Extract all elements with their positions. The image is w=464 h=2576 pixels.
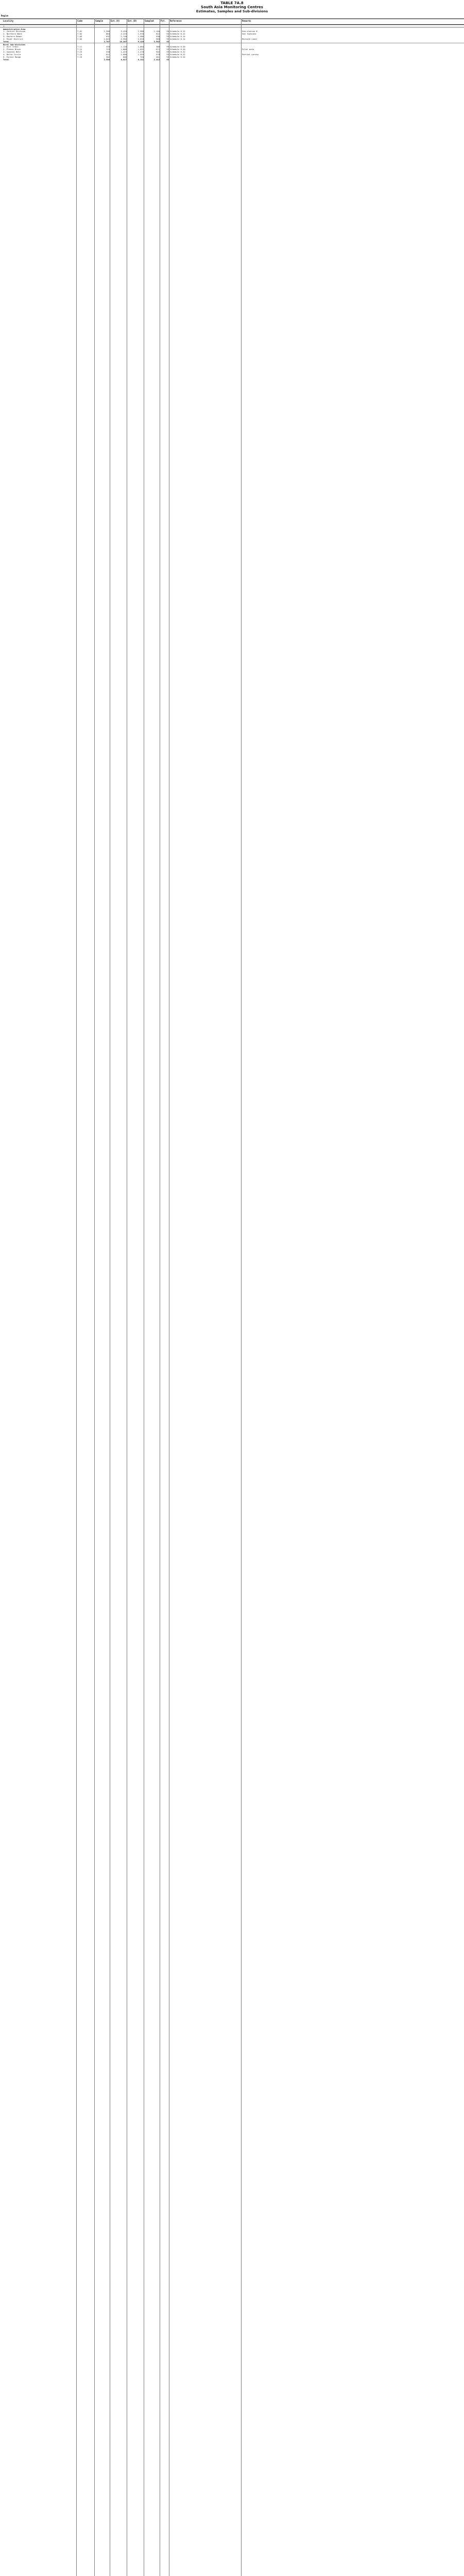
column-divider — [94, 19, 95, 2576]
table-cell: 93 — [166, 40, 169, 43]
table-cell: 3,410 — [121, 30, 127, 32]
table-cell: 806 — [123, 56, 127, 58]
table-cell: 7-12 — [77, 48, 82, 50]
table-cell: 1,970 — [138, 32, 144, 35]
table-cell: 1,692 — [138, 48, 144, 50]
table-cell: 6,141 — [138, 58, 144, 61]
table-cell: 960 — [156, 38, 160, 40]
table-cell: 92 — [166, 38, 169, 40]
table-cell: 590 — [156, 35, 160, 38]
table-cell: 1,004 — [138, 45, 144, 48]
table-cell: 884 — [106, 32, 110, 35]
column-header: Est.(B) — [128, 20, 137, 22]
table-cell: 611 — [106, 53, 110, 56]
table-cell: 502 — [156, 50, 160, 53]
table-cell: 7-03 — [77, 35, 82, 38]
table-cell — [242, 58, 461, 61]
table-cell: 1,270 — [138, 50, 144, 53]
table-cell: 2. Northern Ward — [3, 32, 22, 35]
corner-label: Region — [1, 14, 9, 17]
table-cell: 1,740 — [121, 35, 127, 38]
table-cell: 812 — [156, 32, 160, 35]
table-cell: 5. Forest Range — [3, 56, 21, 58]
table-cell: 7-13 — [77, 50, 82, 53]
column-header: Code — [77, 20, 83, 22]
table-cell: 538 — [106, 50, 110, 53]
table-cell: Partial survey — [242, 53, 259, 56]
table-cell: Sub-station B — [242, 30, 257, 32]
table-cell: 2,980 — [138, 30, 144, 32]
column-header: Locality — [3, 20, 14, 22]
table-cell: Rural Sub-divisions — [3, 43, 26, 46]
table-body — [0, 25, 464, 2576]
table-cell: 1 — [3, 25, 5, 27]
table-cell: 2,610 — [138, 38, 144, 40]
table-cell: 1,140 — [153, 30, 160, 32]
table-cell: Schedule 6.14 — [170, 35, 185, 38]
table-cell: 570 — [156, 53, 160, 56]
table-cell: Schedule 6.20 — [170, 48, 185, 50]
column-header: Reference — [170, 20, 182, 22]
table-cell: 92 — [166, 32, 169, 35]
table-cell: 93 — [166, 56, 169, 58]
table-cell: 93 — [166, 50, 169, 53]
table-cell: 1,120 — [121, 45, 127, 48]
column-header: Sample — [95, 20, 104, 22]
table-cell: 2,412 — [153, 58, 160, 61]
column-header: Remarks — [242, 20, 251, 22]
table-cell: 1,880 — [121, 48, 127, 50]
table-cell: 1,206 — [104, 30, 110, 32]
table-cell: Schedule 6.22 — [170, 53, 185, 56]
table-cell: 3. Eastern Reach — [3, 35, 22, 38]
table-cell: 7-01 — [77, 30, 82, 32]
column-header: Pct. — [161, 20, 166, 22]
table-cell: 671 — [156, 48, 160, 50]
table-cell: 7-14 — [77, 53, 82, 56]
table-cell: 93 — [166, 53, 169, 56]
table-cell — [170, 58, 241, 61]
table-cell: 94 — [166, 30, 169, 32]
table-cell: 2. Plains Block — [3, 48, 21, 50]
table-cell: 2,586 — [104, 58, 110, 61]
column-divider — [76, 19, 77, 2576]
table-cell: 1,566 — [138, 35, 144, 38]
table-cell: 6,827 — [121, 58, 127, 61]
table-cell: 7-02 — [77, 32, 82, 35]
table-cell: 95 — [166, 45, 169, 48]
table-cell: 1. Hill Tract — [3, 45, 19, 48]
table-cell: 1,045 — [104, 38, 110, 40]
table-cell: Schedule 6.12 — [170, 30, 185, 32]
table-cell: 632 — [106, 35, 110, 38]
table-cell: 7-11 — [77, 45, 82, 48]
table-cell: 3,502 — [153, 40, 160, 43]
table-cell: Schedule 6.24 — [170, 56, 185, 58]
document-caption: Estimates, Samples and Sub-divisions — [196, 9, 268, 13]
total-row — [0, 58, 464, 61]
table-cell: 1,415 — [121, 50, 127, 53]
table-cell: Schedule 6.12 — [170, 32, 185, 35]
table-cell: Pilot area — [242, 48, 254, 50]
table-cell: 725 — [106, 48, 110, 50]
table-cell: Revised count — [242, 38, 257, 40]
table-cell: 93 — [166, 58, 169, 61]
table-cell: 410 — [106, 45, 110, 48]
table-cell: 4. Delta Circle — [3, 53, 21, 56]
table-cell: 302 — [106, 56, 110, 58]
table-cell: 3,767 — [104, 40, 110, 43]
table-cell: Total — [3, 40, 9, 43]
table-cell: 388 — [156, 45, 160, 48]
table-cell: Total — [3, 58, 9, 61]
table-cell: Administrative Area — [3, 28, 26, 30]
document-title: TABLE 7A.8 — [220, 1, 244, 5]
table-cell: 9,126 — [138, 40, 144, 43]
table-cell: 7-04 — [77, 38, 82, 40]
column-header: Est.(A) — [111, 20, 120, 22]
table-cell: 720 — [140, 56, 144, 58]
table-cell: See footnote — [242, 32, 256, 35]
table-cell: 3. Coastal Belt — [3, 50, 21, 53]
table-cell: Schedule 6.14 — [170, 38, 185, 40]
table-cell: 93 — [166, 35, 169, 38]
column-header-row — [0, 19, 464, 25]
table-cell: 7-15 — [77, 56, 82, 58]
table-cell — [77, 58, 94, 61]
table-cell: 10,267 — [119, 40, 127, 43]
table-cell: Schedule 6.22 — [170, 50, 185, 53]
table-cell: 281 — [156, 56, 160, 58]
column-header: Sampled — [145, 20, 154, 22]
document-subtitle: South Asia Monitoring Centres — [201, 5, 263, 9]
table-cell: 1. Central Division — [3, 30, 26, 32]
column-divider — [241, 19, 242, 2576]
table-cell: 4. River District — [3, 38, 23, 40]
table-cell: 93 — [166, 48, 169, 50]
table-cell: 1,606 — [121, 53, 127, 56]
table-cell: Schedule 6.20 — [170, 45, 185, 48]
table-cell: 1,455 — [138, 53, 144, 56]
table-cell: 2,902 — [121, 38, 127, 40]
table-cell: 2,215 — [121, 32, 127, 35]
